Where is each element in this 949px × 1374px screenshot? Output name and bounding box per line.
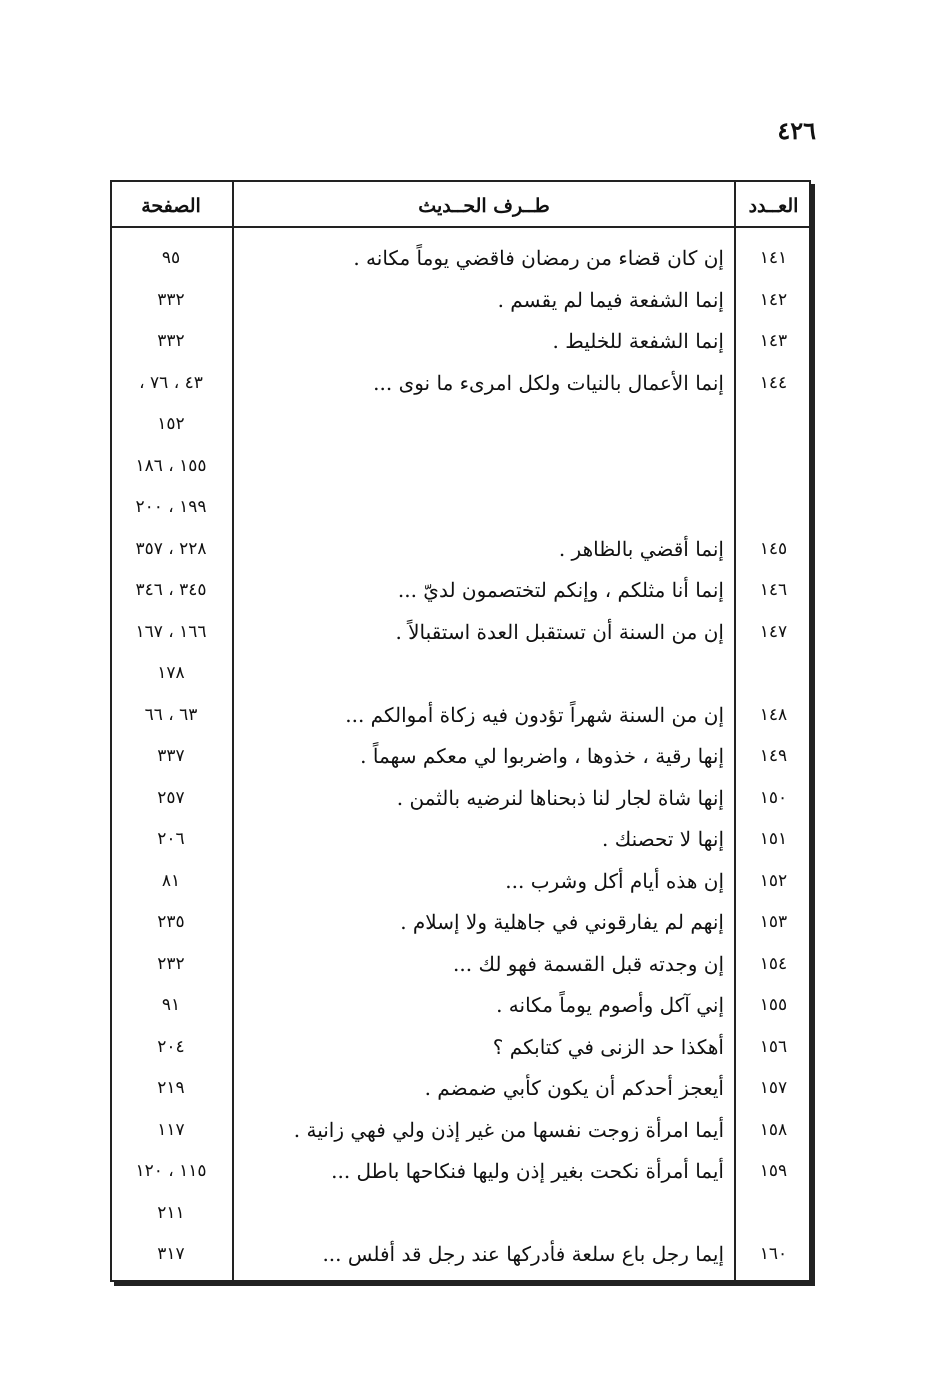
entry-number: ١٤٧ — [759, 621, 788, 642]
table-row — [110, 695, 811, 737]
page-references: ٢٠٦ — [157, 829, 185, 849]
page-references: ٣٣٧ — [157, 746, 185, 766]
table-row — [110, 819, 811, 861]
table-row — [110, 1068, 811, 1110]
page-references: ١٥٥ ، ١٨٦ — [135, 455, 207, 476]
entry-number: ١٦٠ — [759, 1244, 788, 1264]
hadith-text: إني آكل وأصوم يوماً مكانه . — [496, 993, 724, 1017]
page-references: ٢١٩ — [157, 1078, 185, 1098]
table-row — [110, 446, 811, 488]
hadith-text: إنها لا تحصنك . — [602, 827, 724, 851]
table-row — [110, 612, 811, 654]
entry-number: ١٥٦ — [759, 1036, 788, 1057]
table-row — [110, 529, 811, 571]
hadith-text: أيعجز أحدكم أن يكون كأبي ضمضم . — [424, 1076, 724, 1100]
table-row — [110, 861, 811, 903]
entry-number — [736, 1193, 811, 1235]
table-row — [110, 944, 811, 986]
entry-number: ١٤١ — [759, 248, 788, 268]
hadith-text: إنها رقية ، خذوها ، واضربوا لي معكم سهماً . — [360, 744, 724, 768]
entry-number: ١٥٠ — [759, 787, 788, 808]
hadith-text: إن كان قضاء من رمضان فاقضي يوماً مكانه . — [353, 246, 724, 270]
entry-number: ١٥٥ — [759, 995, 788, 1015]
page-references: ٣٣٢ — [157, 331, 185, 351]
page-references: ٢٣٥ — [157, 912, 185, 932]
page-references: ٢٥٧ — [157, 787, 185, 808]
page-references: ١٦٦ ، ١٦٧ — [135, 621, 207, 642]
page-references: ٨١ — [161, 870, 181, 891]
page-references: ٢٠٤ — [157, 1036, 185, 1057]
entry-number — [736, 404, 811, 446]
hadith-text: أيما امرأة زوجت نفسها من غير إذن ولي فهي زانية . — [293, 1117, 724, 1142]
page-references: ٦٣ ، ٦٦ — [144, 704, 198, 725]
hadith-text — [234, 404, 724, 446]
table-row — [110, 1193, 811, 1235]
page-number: ٤٢٦ — [777, 116, 816, 145]
hadith-text: أهكذا حد الزنى في كتابكم ؟ — [492, 1034, 724, 1059]
hadith-text — [234, 653, 724, 695]
table-row — [110, 1110, 811, 1152]
entry-number: ١٤٩ — [759, 746, 788, 766]
hadith-text: إنها شاة لجار لنا ذبحناها لنرضيه بالثمن . — [396, 785, 724, 810]
header-hadith: طــرف الحــديث — [418, 195, 550, 217]
hadith-text — [234, 446, 724, 488]
hadith-text: إنما الشفعة فيما لم يقسم . — [497, 287, 724, 312]
entry-number: ١٤٨ — [759, 704, 788, 725]
hadith-text: إن هذه أيام أكل وشرب ... — [505, 868, 724, 893]
page-references: ٤٣ ، ٧٦ ، — [139, 372, 203, 393]
header-number: العــدد — [748, 195, 799, 217]
hadith-text: أيما أمرأة نكحت بغير إذن وليها فنكاحها باطل ... — [331, 1159, 724, 1183]
entry-number — [736, 446, 811, 488]
table-row — [110, 1234, 811, 1276]
table-row — [110, 570, 811, 612]
header-divider — [110, 226, 811, 228]
table-row — [110, 1027, 811, 1069]
page-references: ١٩٩ ، ٢٠٠ — [135, 497, 207, 517]
table-row — [110, 985, 811, 1027]
entry-number: ١٥١ — [759, 829, 788, 849]
table-row — [110, 321, 811, 363]
hadith-text: إنهم لم يفارقوني في جاهلية ولا إسلام . — [400, 910, 724, 934]
page-references: ٩٥ — [161, 248, 181, 268]
page-references: ٢١١ — [157, 1202, 185, 1223]
hadith-text: إنما الأعمال بالنيات ولكل امرىء ما نوى ... — [373, 370, 724, 395]
page-references: ٩١ — [161, 995, 181, 1015]
entry-number: ١٤٤ — [759, 372, 788, 393]
page-references: ٣١٧ — [157, 1244, 185, 1264]
hadith-text: إن من السنة أن تستقبل العدة استقبالاً . — [395, 619, 724, 644]
page-references: ٣٣٢ — [157, 289, 185, 310]
page-references: ٣٤٥ ، ٣٤٦ — [135, 580, 207, 600]
entry-number: ١٥٢ — [759, 870, 788, 891]
entry-number: ١٥٣ — [759, 912, 788, 932]
entry-number: ١٥٧ — [759, 1078, 788, 1098]
page-references: ١١٧ — [157, 1119, 185, 1140]
hadith-text: إن وجدته قبل القسمة فهو لك ... — [453, 951, 724, 976]
hadith-text: إنما الشفعة للخليط . — [552, 329, 724, 353]
table-row — [110, 736, 811, 778]
page-references: ١٧٨ — [157, 663, 185, 683]
table-row — [110, 778, 811, 820]
table-row — [110, 280, 811, 322]
entry-number: ١٤٣ — [759, 331, 788, 351]
header-page: الصفحة — [141, 195, 201, 217]
entry-number: ١٥٨ — [759, 1119, 788, 1140]
table-row — [110, 487, 811, 529]
hadith-text: إن من السنة شهراً تؤدون فيه زكاة أموالكم ... — [345, 702, 724, 727]
entry-number: ١٥٤ — [759, 953, 788, 974]
hadith-text — [234, 487, 724, 529]
page-references: ٢٣٢ — [157, 953, 185, 974]
hadith-text — [234, 1193, 724, 1235]
entry-number: ١٥٩ — [759, 1161, 788, 1181]
entry-number: ١٤٦ — [759, 580, 788, 600]
table-row — [110, 238, 811, 280]
hadith-text: إيما رجل باع سلعة فأدركها عند رجل قد أفلس ... — [322, 1242, 724, 1266]
page-references: ١٥٢ — [157, 414, 185, 434]
table-row — [110, 404, 811, 446]
table-row — [110, 363, 811, 405]
entry-number: ١٤٢ — [759, 289, 788, 310]
table-row — [110, 902, 811, 944]
table-row — [110, 653, 811, 695]
entry-number — [736, 487, 811, 529]
hadith-text: إنما أنا مثلكم ، وإنكم لتختصمون لديّ ... — [397, 578, 724, 602]
table-row — [110, 1151, 811, 1193]
entry-number — [736, 653, 811, 695]
table-body — [110, 238, 811, 1276]
page-references: ٢٢٨ ، ٣٥٧ — [135, 538, 207, 559]
hadith-text: إنما أقضي بالظاهر . — [558, 536, 724, 561]
hadith-index-table — [110, 180, 811, 1282]
page-references: ١١٥ ، ١٢٠ — [135, 1161, 207, 1181]
entry-number: ١٤٥ — [759, 538, 788, 559]
